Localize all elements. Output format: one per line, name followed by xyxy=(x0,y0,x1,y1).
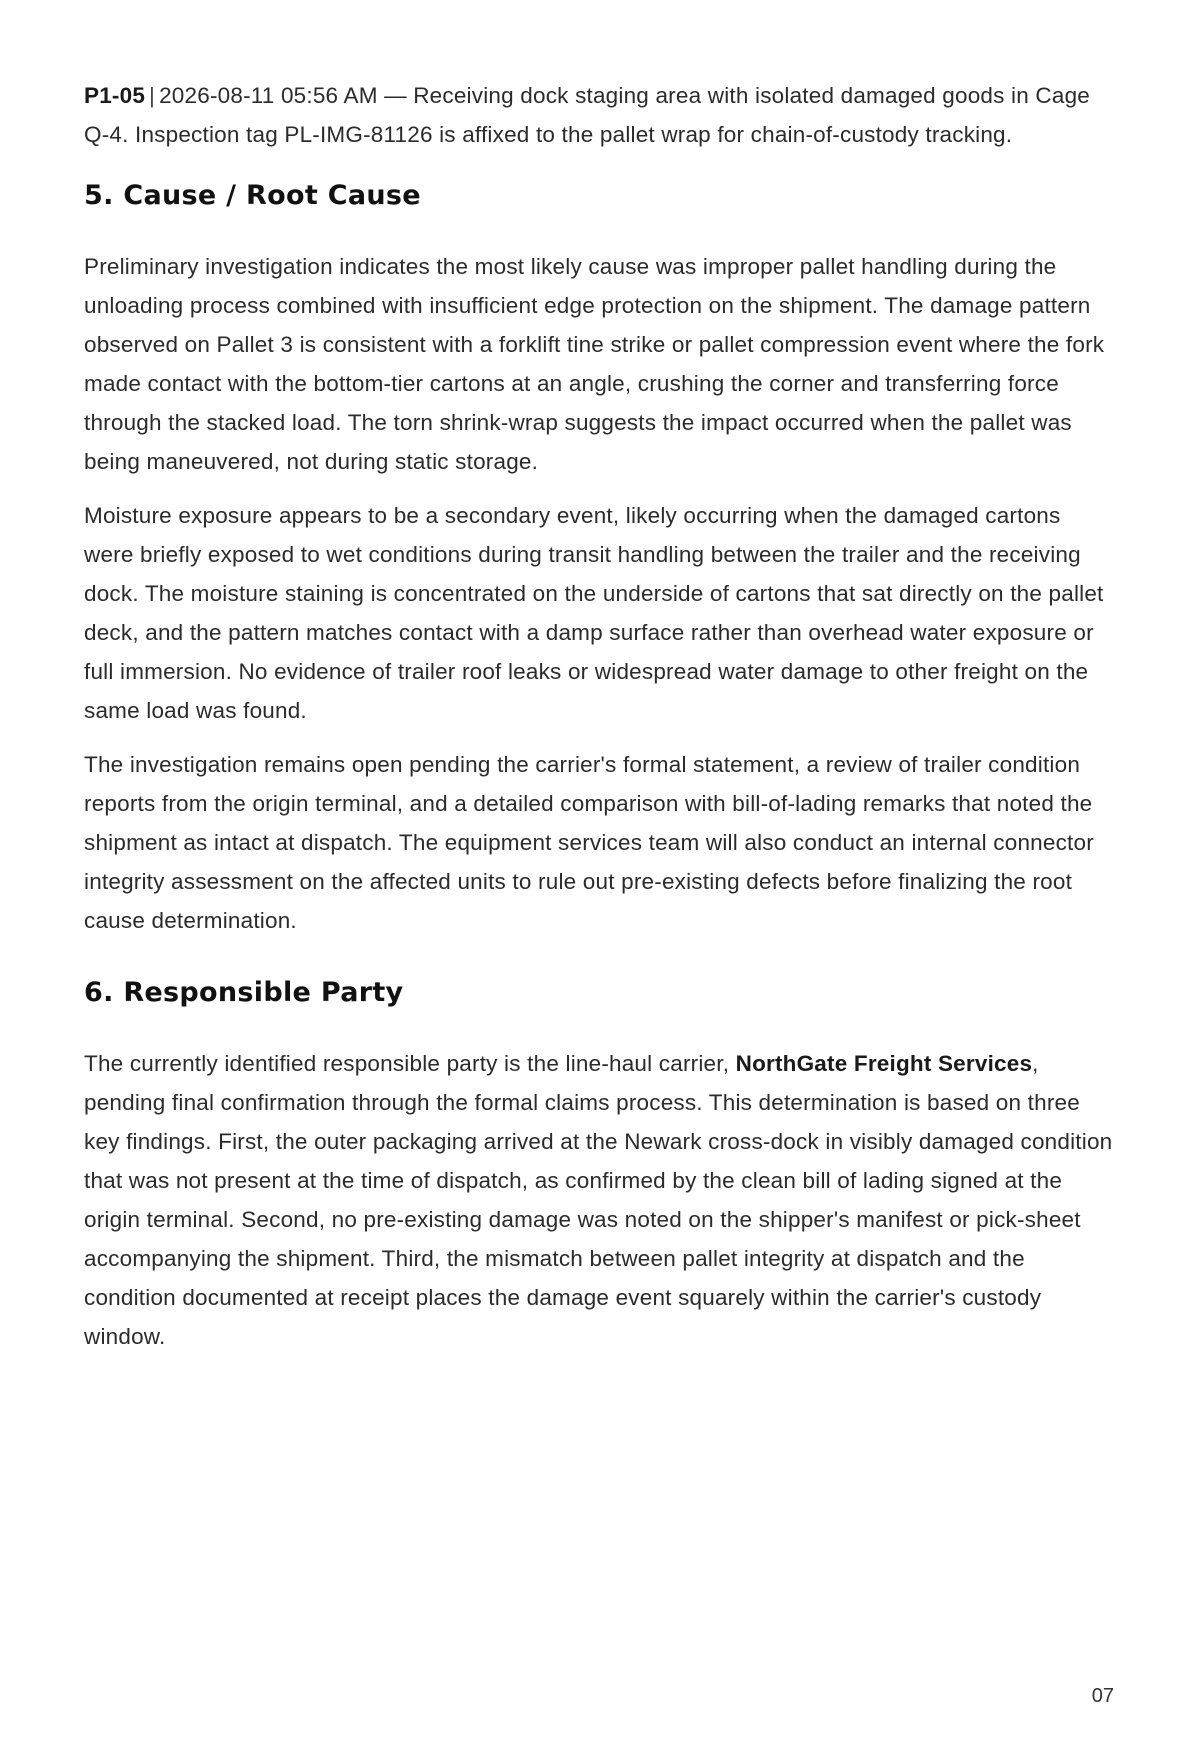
document-page xyxy=(84,76,1114,1371)
photo-caption xyxy=(84,76,1114,154)
responsible-party-rest: , pending final confirmation through the formal claims process. This determination is based on three key findings. First, the outer packaging arrived at the Newark cross-dock in visibly damaged condition that was not present at the time of dispatch, as confirmed by the clean bill of lading signed at the origin terminal. Second, no pre-existing damage was noted on the shipper's manifest or pick-sheet accompanying the shipment. Third, the mismatch between pallet integrity at dispatch and the condition documented at receipt places the damage event squarely within the carrier's custody window. xyxy=(84,1051,1113,1349)
cause-paragraph-2: Moisture exposure appears to be a secondary event, likely occurring when the damaged cartons were briefly exposed to wet conditions during transit handling between the trailer and the receiving dock. The moisture staining is concentrated on the underside of cartons that sat directly on the pallet deck, and the pattern matches contact with a damp surface rather than overhead water exposure or full immersion. No evidence of trailer roof leaks or widespread water damage to other freight on the same load was found. xyxy=(84,503,1104,723)
page-number: 07 xyxy=(1091,1685,1114,1707)
cause-paragraph-1: Preliminary investigation indicates the most likely cause was improper pallet handling during the unloading process combined with insufficient edge protection on the shipment. The damage pattern observed on Pallet 3 is consistent with a forklift tine strike or pallet compression event where the fork made contact with the bottom-tier cartons at an angle, crushing the corner and transferring force through the stacked load. The torn shrink-wrap suggests the impact occurred when the pallet was being maneuvered, not during static storage. xyxy=(84,254,1105,474)
caption-separator: | xyxy=(149,83,156,108)
cause-paragraph-3: The investigation remains open pending the carrier's formal statement, a review of trailer condition reports from the origin terminal, and a detailed comparison with bill-of-lading remarks that noted the shipment as intact at dispatch. The equipment services team will also conduct an internal connector integrity assessment on the affected units to rule out pre-existing defects before finalizing the root cause determination. xyxy=(84,752,1094,933)
section-heading-cause: 5. Cause / Root Cause xyxy=(84,180,421,211)
section-heading-responsible-party: 6. Responsible Party xyxy=(84,977,404,1008)
responsible-party-intro: The currently identified responsible party is the line-haul carrier, xyxy=(84,1051,730,1076)
responsible-party-name: NorthGate Freight Services xyxy=(735,1051,1033,1076)
photo-caption-text: 2026-08-11 05:56 AM — Receiving dock staging area with isolated damaged goods in Cage Q-4. Inspection tag PL-IMG-81126 is affixed to the pallet wrap for chain-of-custody tracking. xyxy=(84,83,1091,147)
responsible-party-paragraph xyxy=(84,1044,1114,1356)
photo-id: P1-05 xyxy=(84,83,146,108)
